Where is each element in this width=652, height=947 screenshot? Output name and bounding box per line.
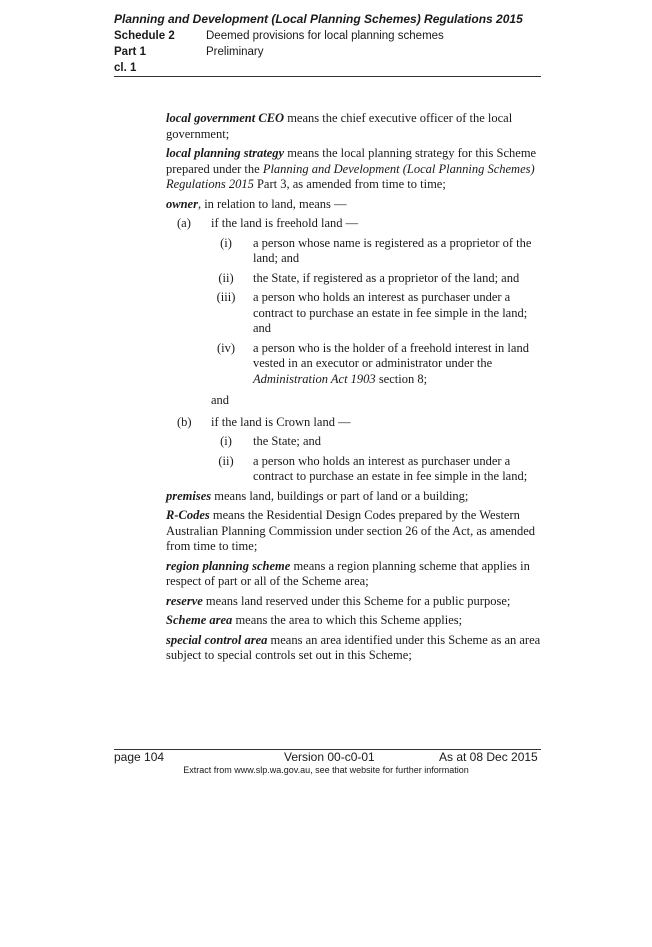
definition-term: Scheme area [166, 613, 233, 627]
definition-local-planning-strategy [166, 146, 541, 193]
subparagraph-b-i [166, 434, 541, 450]
header-title: Planning and Development (Local Planning Schemes) Regulations 2015 [114, 12, 523, 26]
subparagraph-b-ii [166, 454, 541, 485]
definition-term: premises [166, 488, 212, 503]
subparagraph-label: (i) [220, 235, 232, 250]
page-number: page 104 [114, 750, 165, 764]
subparagraph-text: a person whose name is registered as a proprietor of the land; and [253, 235, 532, 265]
definition-term: local planning strategy [166, 146, 285, 160]
definition-premises [166, 489, 541, 505]
header-schedule-row [114, 28, 444, 44]
paragraph-label: (b) [177, 414, 192, 429]
definition-text: means land reserved under this Scheme for a public purpose; [202, 593, 511, 608]
definition-r-codes [166, 508, 541, 555]
header-rule [114, 76, 541, 77]
subparagraph-label: (i) [220, 434, 232, 448]
definition-text: , in relation to land, means — [197, 196, 347, 211]
subparagraph-text [253, 341, 529, 386]
version-label: Version 00-c0-01 [284, 750, 375, 764]
definition-text: means land, buildings or part of land or a building; [211, 488, 469, 503]
definition-text: means an area identified under this Scheme as an area subject to special controls set out in this Scheme; [166, 632, 541, 662]
subparagraph-text: the State, if registered as a proprietor of the land; and [253, 270, 520, 285]
as-at-date: As at 08 Dec 2015 [439, 750, 538, 764]
definition-special-control-area [166, 633, 541, 664]
definition-term: owner [166, 196, 198, 211]
definitions-body [166, 111, 541, 668]
subparagraph-text-part: section 8; [375, 371, 428, 386]
definition-text: means the Residential Design Codes prepared by the Western Australian Planning Commission under section 26 of the Act, as amended from time to time; [166, 508, 536, 553]
paragraph-a [166, 216, 541, 232]
subparagraph-a-ii [166, 271, 541, 287]
subparagraph-citation: Administration Act 1903 [253, 371, 376, 386]
definition-region-planning-scheme [166, 559, 541, 590]
paragraph-text: if the land is Crown land — [211, 414, 351, 429]
paragraph-b [166, 415, 541, 431]
definition-text: means the chief executive officer of the local government; [166, 111, 513, 141]
header-part-key: Part 1 [114, 46, 146, 58]
definition-term: R-Codes [166, 508, 210, 522]
definition-text: means the area to which this Scheme applies; [232, 613, 463, 627]
definition-term: local government CEO [166, 111, 285, 125]
definition-term: reserve [166, 593, 203, 608]
definition-owner [166, 197, 541, 213]
subparagraph-text-part: a person who is the holder of a freehold interest in land vested in an executor or administrator under the [253, 340, 529, 370]
definition-local-government-ceo [166, 111, 541, 142]
subparagraph-label: (iv) [216, 340, 236, 355]
subparagraph-a-iii [166, 290, 541, 337]
subparagraph-a-i [166, 236, 541, 267]
paragraph-text: if the land is freehold land — [211, 216, 359, 230]
definition-text: means the local planning strategy for this Scheme prepared under the [166, 146, 537, 176]
definition-citation: Planning and Development (Local Planning Schemes) Regulations 2015 [166, 161, 535, 191]
subparagraph-text: the State; and [253, 434, 322, 448]
definition-term: region planning scheme [166, 558, 291, 573]
subparagraph-label: (ii) [218, 270, 234, 285]
subparagraph-text: a person who holds an interest as purchaser under a contract to purchase an estate in fee simple in the land; and [253, 290, 528, 335]
subparagraph-a-iv [166, 341, 541, 388]
definition-text: means a region planning scheme that applies in respect of part or all of the Scheme area; [166, 558, 530, 588]
header-clause: cl. 1 [114, 62, 137, 74]
header-schedule-value: Deemed provisions for local planning schemes [206, 30, 444, 42]
definition-scheme-area [166, 613, 541, 629]
definition-term: special control area [166, 632, 268, 647]
subparagraph-label: (iii) [216, 290, 236, 304]
paragraph-label: (a) [177, 216, 191, 230]
subparagraph-text: a person who holds an interest as purchaser under a contract to purchase an estate in fee simple in the land; [253, 453, 528, 483]
header-part-value: Preliminary [206, 46, 264, 58]
subparagraph-label: (ii) [218, 453, 234, 468]
header-part-row [114, 44, 264, 60]
header-schedule-key: Schedule 2 [114, 30, 175, 42]
extract-notice: Extract from www.slp.wa.gov.au, see that website for further information [183, 765, 469, 775]
connector-and: and [211, 393, 230, 407]
definition-text: Part 3, as amended from time to time; [253, 177, 446, 191]
definition-reserve [166, 594, 541, 610]
